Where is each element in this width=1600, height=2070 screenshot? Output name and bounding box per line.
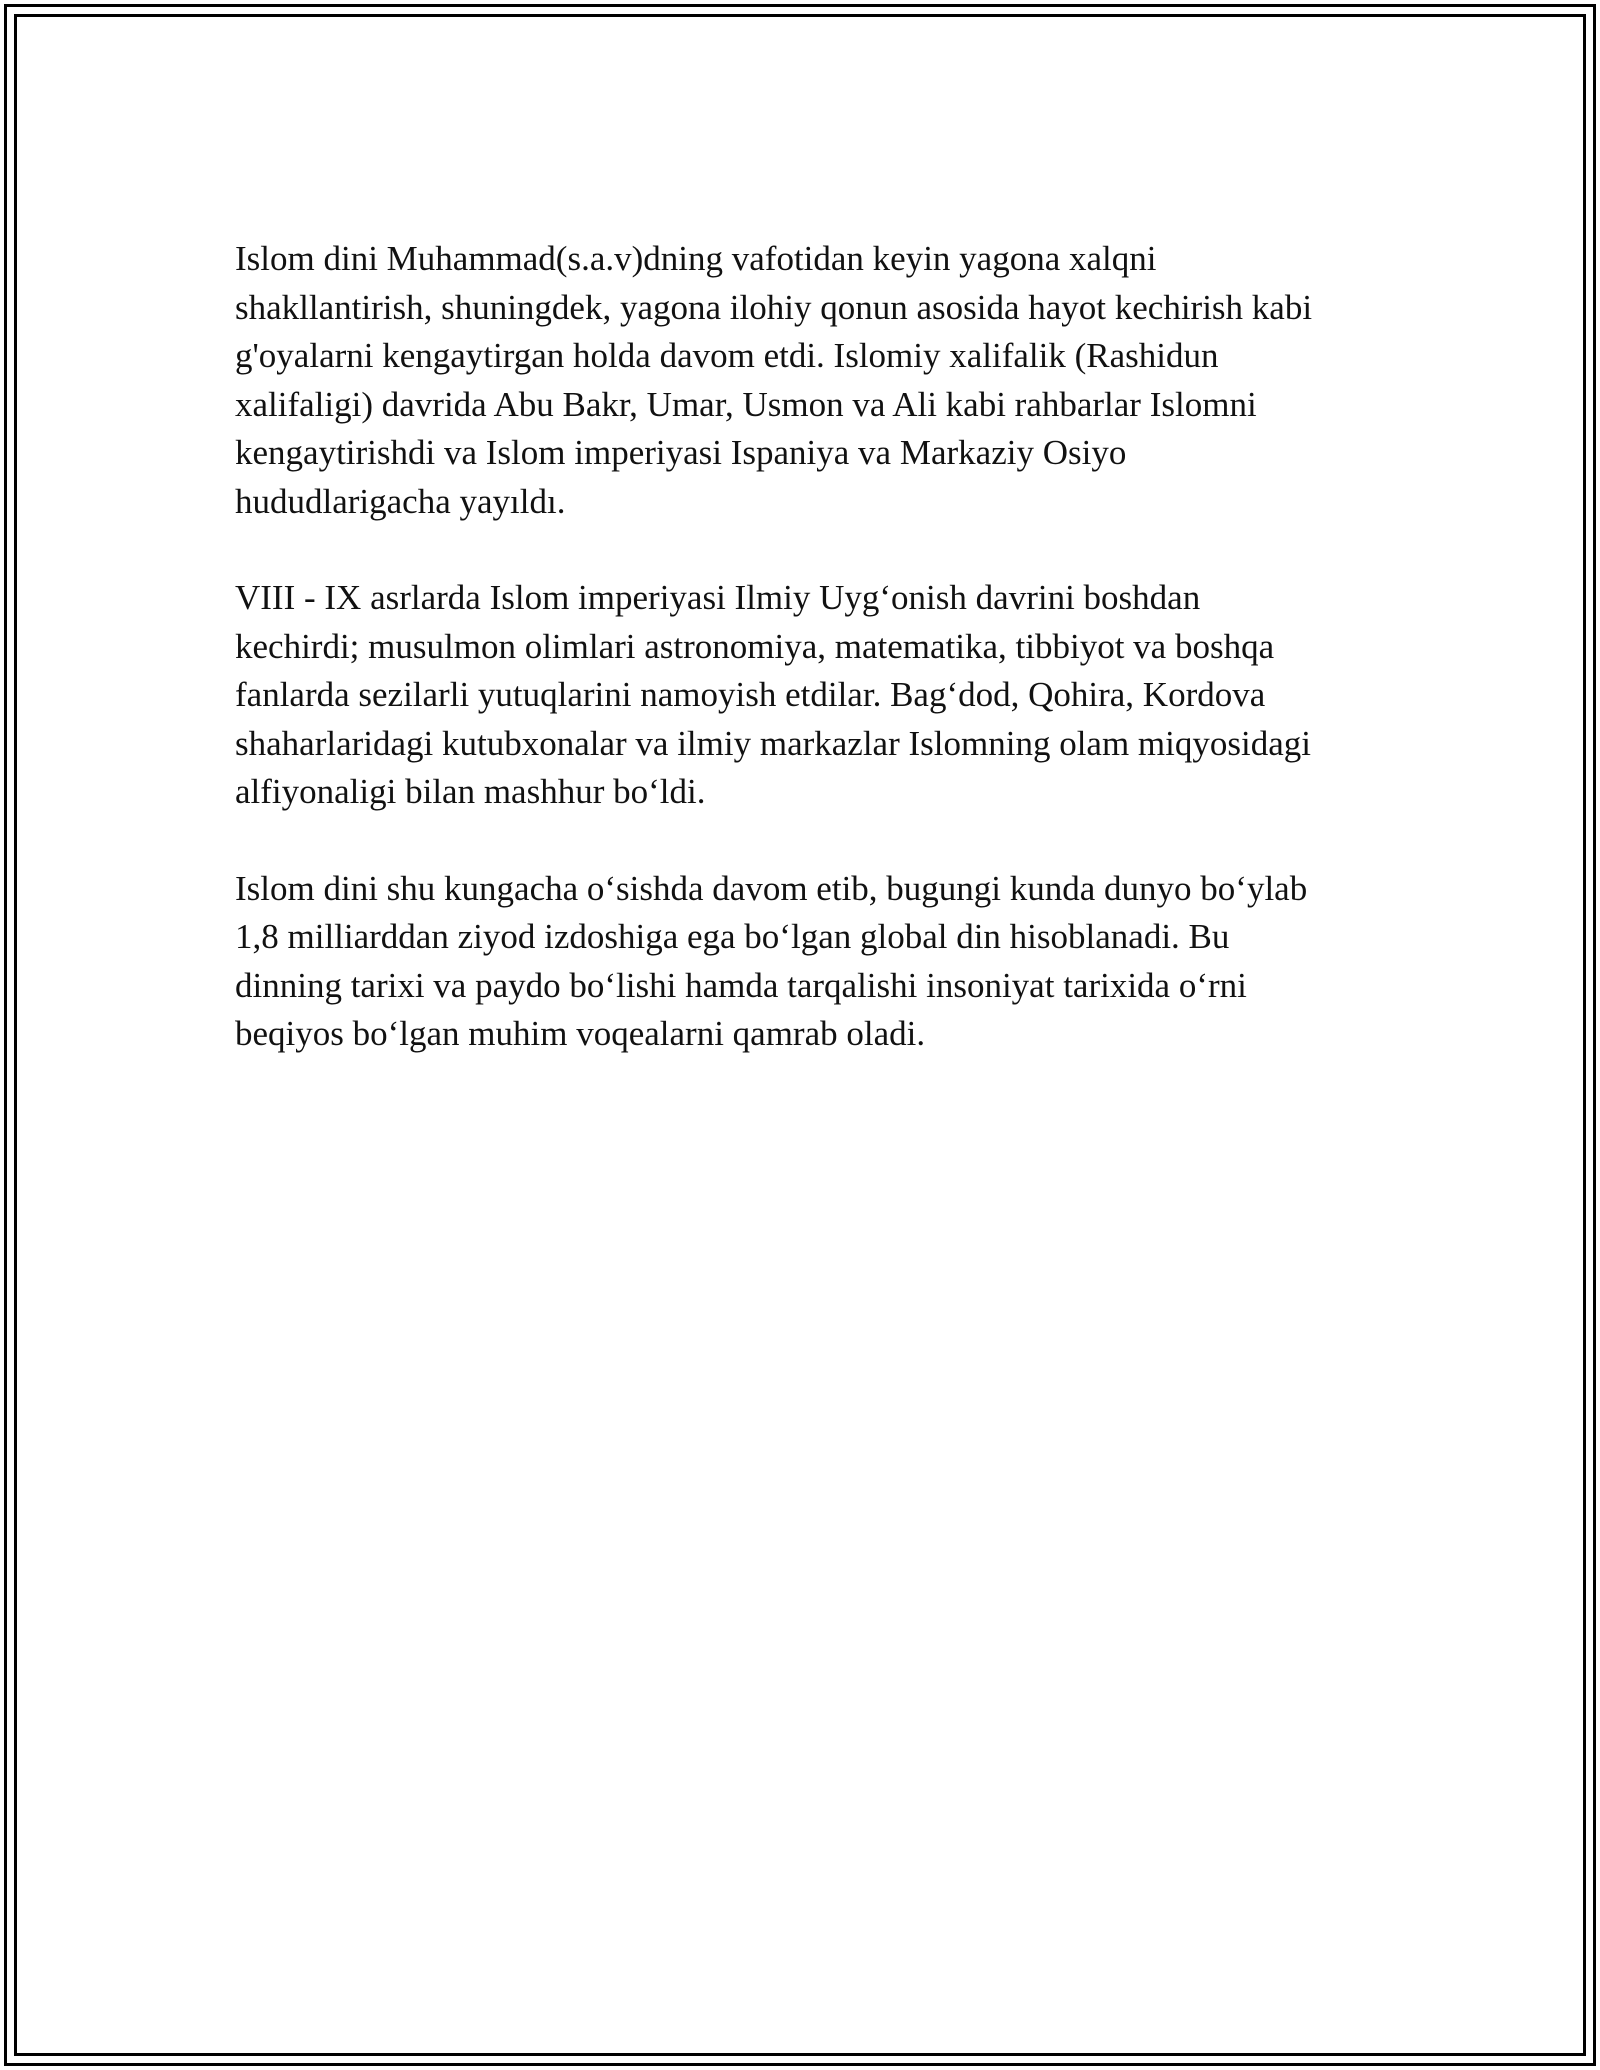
paragraph-1: Islom dini Muhammad(s.a.v)dning vafotidan keyin yagona xalqni shakllantirish, shuningdek, yagona ilohiy qonun asosida hayot kechirish kabi g'oyalarni kengaytirgan holda davom etdi. Islomiy xalifalik (Rashidun xalifaligi) davrida Abu Bakr, Umar, Usmon va Ali kabi rahbarlar Islomni kengaytirishdi va Islom imperiyasi Ispaniya va Markaziy Osiyo hududlarigacha yayıldı. xyxy=(235,239,1313,521)
paragraph-3: Islom dini shu kungacha o‘sishda davom etib, bugungi kunda dunyo bo‘ylab 1,8 milliarddan ziyod izdoshiga ega bo‘lgan global din hisoblanadi. Bu dinning tarixi va paydo bo‘lishi hamda tarqalishi insoniyat tarixida o‘rni beqiyos bo‘lgan muhim voqealarni qamrab oladi. xyxy=(235,868,1308,1053)
document-body xyxy=(235,235,1375,1107)
paragraph-2: VIII - IX asrlarda Islom imperiyasi Ilmiy Uyg‘onish davrini boshdan kechirdi; musulmon olimlari astronomiya, matematika, tibbiyot va boshqa fanlarda sezilarli yutuqlarini namoyish etdilar. Bag‘dod, Qohira, Kordova shaharlaridagi kutubxonalar va ilmiy markazlar Islomning olam miqyosidagi alfiyonaligi bilan mashhur bo‘ldi. xyxy=(235,578,1311,811)
